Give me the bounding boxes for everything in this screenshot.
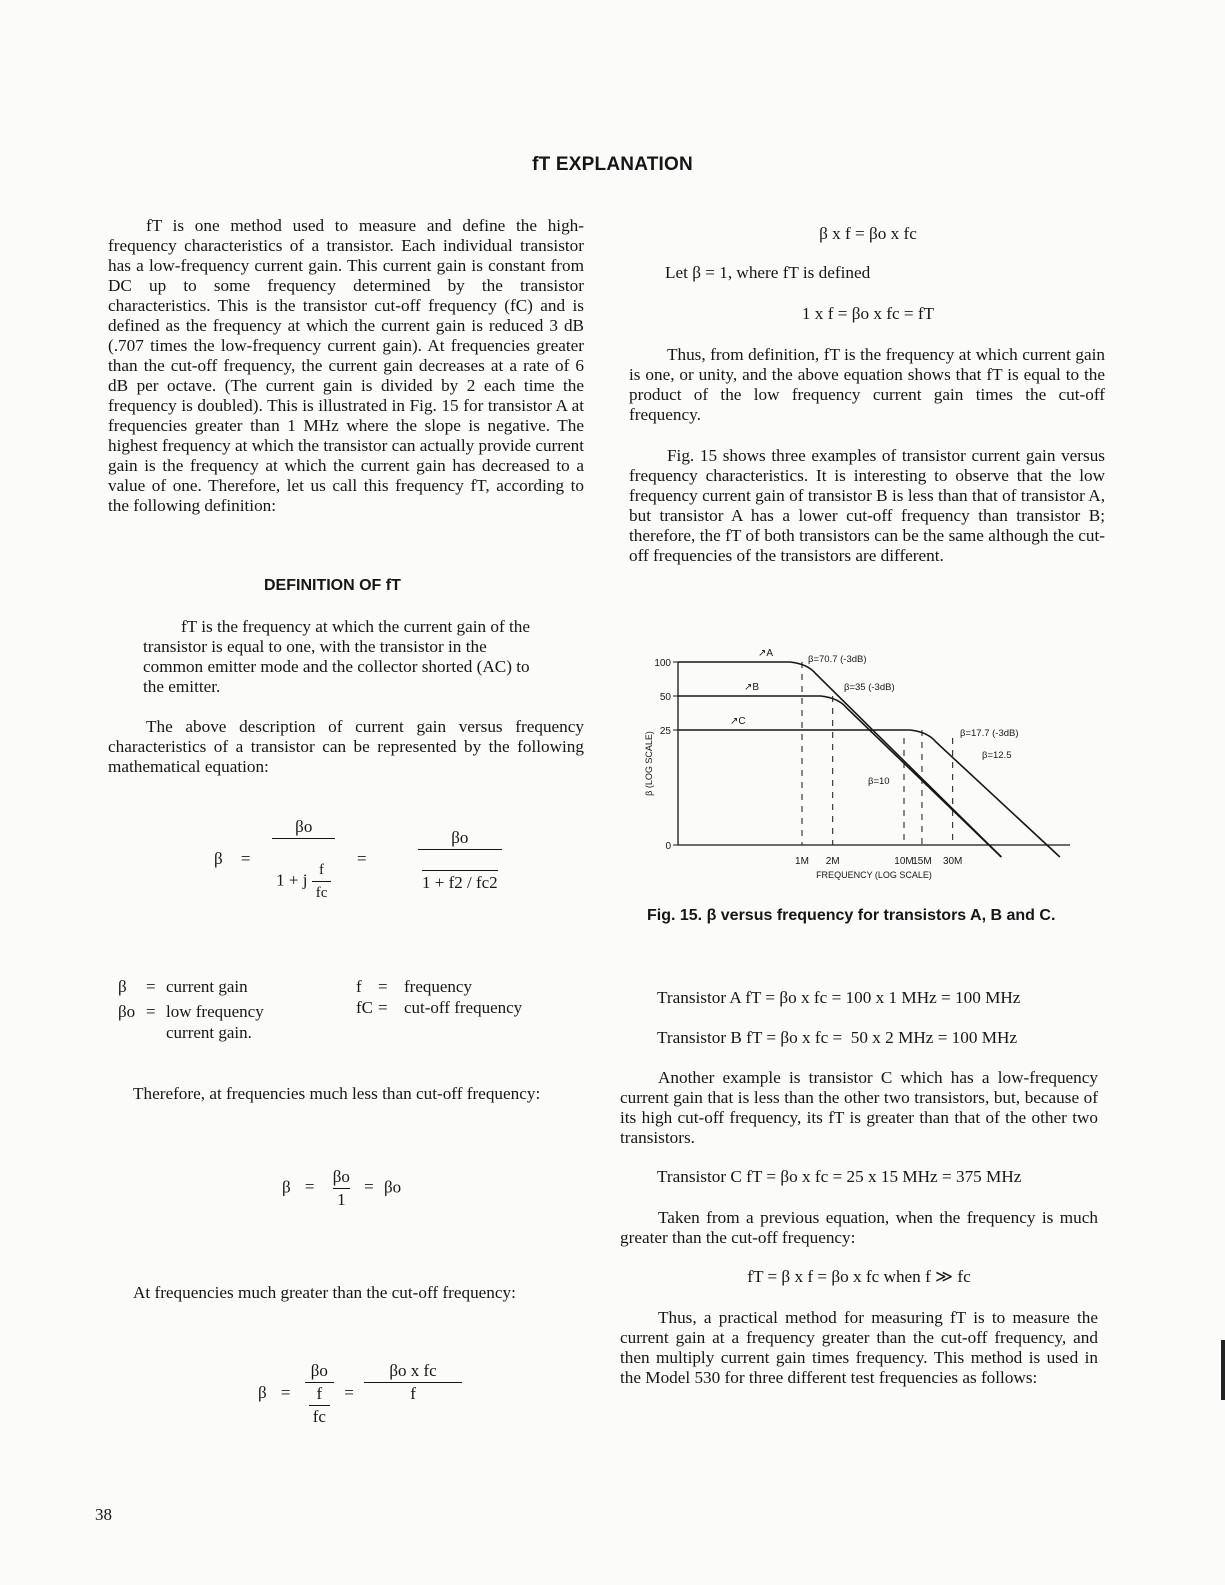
eq2-rhs: βo (384, 1177, 402, 1197)
low-frequency-paragraph (95, 1084, 573, 1104)
eq1-fraction-2 (385, 829, 535, 892)
x-tick-label: 15M (912, 856, 932, 867)
measuring-text: Thus, a practical method for measuring fT is to measure the current gain at a frequency greater than the cut-off frequency, and then multiply current gain times frequency. This method is used in the Model 530 for three different test frequencies as follows: (620, 1308, 1098, 1387)
eq1-den1-prefix: 1 + j (276, 870, 308, 890)
eq2-equals: = (304, 1177, 315, 1197)
eq3-den-fc: fc (309, 1405, 330, 1426)
curve-label-c: ↗C (730, 716, 746, 727)
eq2-denominator: 1 (333, 1188, 350, 1209)
eq3-lhs: β (258, 1382, 267, 1402)
def-fc-text: cut-off frequency (404, 998, 523, 1017)
eq3-denominator (305, 1382, 334, 1426)
transistor-c-text: Another example is transistor C which has a low-frequency current gain that is less than the other two transistors, but, because of its high cut-off frequency, its fT is greater than that of the other two transistors. (620, 1068, 1098, 1147)
def-beta-text: current gain (166, 977, 248, 996)
def-fc-symbol: fC (356, 998, 373, 1017)
eq2-equals-2: = (364, 1177, 374, 1197)
transistor-c-line: Transistor C fT = βo x fc = 25 x 15 MHz = 375 MHz (657, 1167, 1022, 1186)
examples-text: Fig. 15 shows three examples of transistor current gain versus frequency characteristics. It is interesting to observe that the low frequency current gain of transistor B is less than that of transistor A, but transistor A has a lower cut-off frequency than transistor B; therefore, the fT of both transistors can be the same although the cut-off frequencies of the transistors are different. (629, 446, 1105, 565)
right-equation-b: Let β = 1, where fT is defined (665, 263, 871, 282)
low-frequency-text: Therefore, at frequencies much less than cut-off frequency: (133, 1084, 541, 1103)
eq3-numerator-2: βo x fc (389, 1361, 437, 1380)
eq3-equals: = (280, 1382, 291, 1402)
eq1-numerator-2: βo (451, 827, 469, 847)
eq3-denominator-2: f (364, 1382, 462, 1403)
transistor-a-line: Transistor A fT = βo x fc = 100 x 1 MHz = 100 MHz (657, 988, 1021, 1007)
high-frequency-text: At frequencies much greater than the cut-off frequency: (133, 1283, 516, 1302)
eq1-den2-radical: 1 + f2 / fc2 (422, 870, 498, 892)
definition-paragraph (143, 617, 547, 697)
annotation-label: β=70.7 (-3dB) (808, 654, 867, 665)
right-equation-c: 1 x f = βo x fc = fT (801, 304, 935, 323)
high-frequency-paragraph (95, 1283, 573, 1303)
annotation-label: β=35 (-3dB) (844, 682, 895, 693)
right-equation-a: β x f = βo x fc (819, 224, 917, 243)
x-tick-label: 30M (942, 856, 963, 867)
eq1-denominator-1 (272, 838, 335, 902)
def-beta0-text: low frequency current gain. (166, 1002, 264, 1042)
eq1-equals: = (240, 848, 251, 868)
examples-paragraph (629, 446, 1105, 566)
x-tick-label: 10M (894, 856, 914, 867)
eq3-fraction (305, 1362, 334, 1426)
eq3-fraction-2 (364, 1362, 462, 1403)
beta-frequency-chart (630, 630, 1090, 890)
curve-label-a: ↗A (758, 648, 774, 659)
transistor-c-paragraph (620, 1068, 1098, 1148)
definition-heading: DEFINITION OF fT (264, 577, 401, 594)
annotation-label: β=12.5 (982, 750, 1012, 761)
def-beta0-equals: = (146, 1002, 156, 1021)
def-beta0-symbol: βo (118, 1002, 136, 1021)
unity-text: Thus, from definition, fT is the frequency at which current gain is one, or unity, and the above equation shows that fT is equal to the product of the low frequency current gain times the cut-off frequency. (629, 345, 1105, 424)
y-tick-label: 25 (659, 726, 671, 737)
eq2-fraction (329, 1168, 354, 1209)
intro-paragraph (108, 216, 584, 516)
equation-intro-paragraph (108, 717, 584, 777)
eq3-numerator: βo (310, 1361, 328, 1380)
annotation-label: β=17.7 (-3dB) (960, 728, 1019, 739)
eq2-numerator: βo (332, 1167, 350, 1186)
x-tick-label: 1M (795, 856, 809, 867)
unity-paragraph (629, 345, 1105, 425)
eq1-lhs: β (214, 848, 223, 868)
eq1-equals-2: = (357, 848, 367, 868)
eq3-equals-2: = (344, 1382, 354, 1402)
eq1-numerator-1: βo (295, 817, 313, 836)
eq2-lhs: β (282, 1177, 291, 1197)
eq1-den1-fc: fc (312, 881, 332, 902)
definition-text: fT is the frequency at which the current gain of the transistor is equal to one, with the transistor in the common emitter mode and the collector shorted (AC) to the emitter. (143, 617, 531, 696)
figure-caption: Fig. 15. β versus frequency for transistors A, B and C. (647, 907, 1056, 924)
page-title: fT EXPLANATION (532, 154, 693, 175)
low-frequency-equation (282, 1168, 401, 1209)
x-axis-label: FREQUENCY (LOG SCALE) (816, 870, 932, 880)
eq3-den-f: f (316, 1384, 323, 1403)
x-tick-label: 2M (825, 856, 840, 867)
high-frequency-equation (258, 1362, 462, 1426)
def-f-equals: = (378, 977, 388, 996)
gain-equation (214, 818, 535, 902)
y-tick-label: 50 (659, 692, 671, 703)
eq1-denominator-2 (418, 849, 502, 892)
def-f-symbol: f (356, 977, 362, 996)
symbol-definitions-right (356, 976, 522, 1018)
curve-label-b: ↗B (744, 682, 760, 693)
right-equation-d: fT = β x f = βo x fc when f ≫ fc (747, 1267, 971, 1286)
def-beta-symbol: β (118, 977, 127, 996)
y-tick-label: 0 (665, 841, 671, 852)
y-tick-label: 100 (654, 658, 671, 669)
def-f-text: frequency (404, 977, 472, 996)
equation-intro-text: The above description of current gain versus frequency characteristics of a transistor can be represented by the following mathematical equation: (108, 717, 584, 776)
page-number: 38 (95, 1505, 112, 1524)
annotation-label: β=10 (868, 776, 890, 787)
intro-text: fT is one method used to measure and define the high-frequency characteristics of a transistor. Each individual transistor has a low-frequency current gain. This current gain is constant from DC up to some frequency determined by the transistor characteristics. This is the transistor cut-off frequency (fC) and is defined as the frequency at which the current gain is reduced 3 dB (.707 times the low-frequency current gain). At frequencies greater than the cut-off frequency, the current gain decreases at a rate of 6 dB per octave. (The current gain is divided by 2 each time the frequency is doubled). This is illustrated in Fig. 15 for transistor A at frequencies greater than 1 MHz where the slope is negative. The highest frequency at which the transistor can actually provide current gain is the frequency at which the current gain has decreased to a value of one. Therefore, let us call this frequency fT, according to the following definition: (108, 216, 584, 515)
def-beta-equals: = (146, 977, 156, 996)
previous-equation-text: Taken from a previous equation, when the frequency is much greater than the cut-off frequency: (620, 1208, 1098, 1247)
eq1-den1-f: f (319, 862, 325, 878)
previous-equation-paragraph (620, 1208, 1098, 1248)
def-fc-equals: = (378, 998, 388, 1017)
eq1-fraction-1 (269, 818, 339, 902)
measuring-paragraph (620, 1308, 1098, 1388)
y-axis-label: β (LOG SCALE) (644, 731, 654, 796)
symbol-definitions-left (118, 976, 296, 1043)
page-edge-mark (1221, 1340, 1225, 1400)
transistor-b-line: Transistor B fT = βo x fc = 50 x 2 MHz = 100 MHz (657, 1028, 1018, 1047)
